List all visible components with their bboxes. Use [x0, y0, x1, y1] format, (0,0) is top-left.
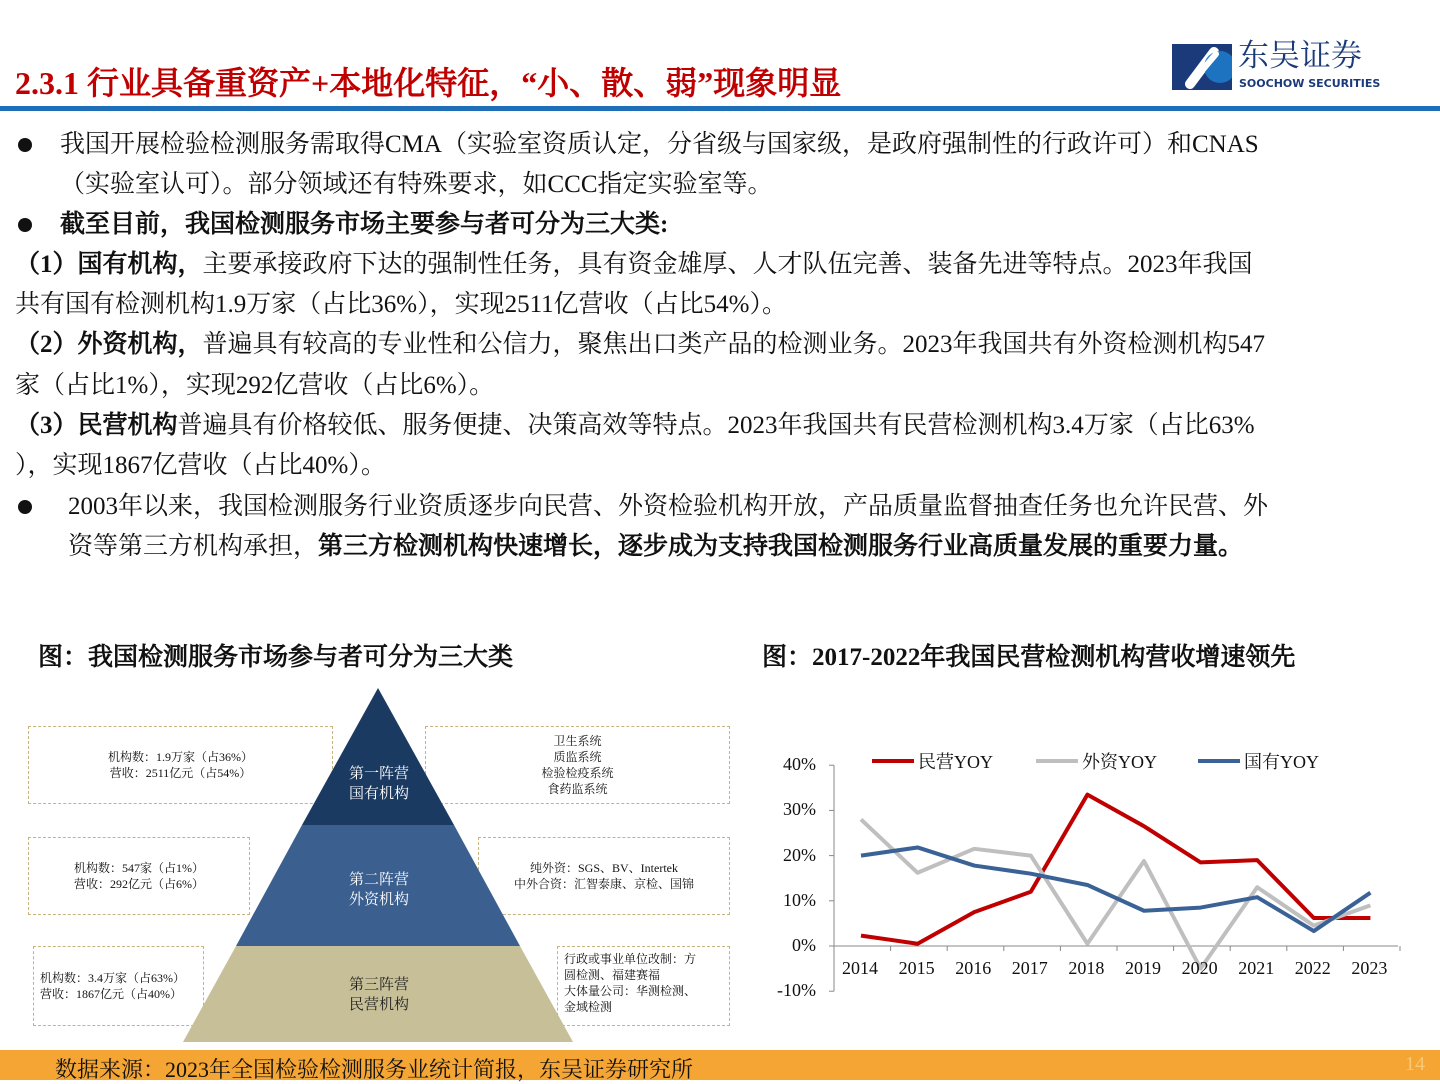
body-line: 我国开展检验检测服务需取得CMA（实验室资质认定，分省级与国家级，是政府强制性的行政许可）和CNAS: [60, 131, 1259, 158]
member-text: 金域检测: [564, 1000, 613, 1014]
body-line: 2003年以来，我国检测服务行业资质逐步向民营、外资检验机构开放，产品质量监督抽查任务也允许民营、外: [68, 493, 1269, 520]
x-tick-label: 2022: [1294, 958, 1331, 978]
legend-swatch: [1198, 759, 1240, 763]
y-tick-label: 10%: [783, 889, 816, 910]
body-emphasis: 第三方检测机构快速增长，逐步成为支持我国检测服务行业高质量发展的重要力量。: [318, 533, 1244, 560]
stat-text: 机构数：1.9万家（占36%）: [108, 750, 253, 764]
x-tick-label: 2020: [1181, 958, 1218, 978]
tier-name: 外资机构: [348, 892, 409, 908]
tier-name: 民营机构: [348, 997, 409, 1013]
y-tick-label: 0%: [792, 935, 816, 955]
member-text: 卫生系统: [553, 734, 602, 748]
member-text: 大体量公司：华测检测、: [564, 984, 697, 998]
foreign-label: （2）外资机构，: [15, 331, 203, 358]
x-tick-label: 2019: [1125, 958, 1161, 978]
tier-name: 第一阵营: [348, 766, 409, 782]
private-label: （3）民营机构: [15, 412, 178, 439]
member-text: 检验检疫系统: [541, 766, 614, 780]
body-line: 家（占比1%），实现292亿营收（占比6%）。: [15, 372, 495, 399]
y-tick-label: 30%: [783, 799, 816, 820]
legend-label: 民营YOY: [918, 752, 993, 772]
member-text: 食药监系统: [547, 782, 608, 796]
tier-name: 第三阵营: [348, 977, 409, 993]
series-line-2: [861, 847, 1370, 931]
pyramid-caption: 图：我国检测服务市场参与者可分为三大类: [38, 644, 514, 671]
legend-swatch: [1036, 759, 1078, 763]
legend-foreign: [1036, 748, 1157, 774]
x-tick-label: 2023: [1351, 958, 1388, 978]
body-text: 普遍具有价格较低、服务便捷、决策高效等特点。2023年我国共有民营检测机构3.4万家（占比63%: [177, 412, 1255, 439]
stat-text: 机构数：3.4万家（占63%）: [40, 971, 185, 985]
body-line: 共有国有检测机构1.9万家（占比36%），实现2511亿营收（占比54%）。: [15, 291, 787, 318]
y-tick-label: 40%: [783, 754, 816, 775]
body-line: ），实现1867亿营收（占比40%）。: [15, 452, 386, 479]
legend-state: [1198, 748, 1319, 774]
logo-en: SOOCHOW SECURITIES: [1239, 77, 1381, 90]
body-text: 普遍具有较高的专业性和公信力，聚焦出口类产品的检测业务。2023年我国共有外资检测机构547: [202, 331, 1266, 358]
x-tick-label: 2018: [1068, 958, 1105, 978]
y-tick-label: 20%: [783, 844, 816, 865]
body-line: （实验室认可）。部分领域还有特殊要求，如CCC指定实验室等。: [60, 171, 773, 198]
x-tick-label: 2017: [1011, 958, 1048, 978]
x-tick-label: 2014: [842, 958, 878, 978]
member-text: 中外合资：汇智泰康、京检、国锦: [513, 877, 694, 891]
stat-text: 营收：2511亿元（占54%）: [109, 766, 252, 780]
stat-text: 营收：1867亿元（占40%）: [40, 987, 182, 1001]
y-tick-label: -10%: [777, 980, 816, 1001]
logo-cn: 东吴证券: [1238, 38, 1362, 74]
legend-label: 国有YOY: [1244, 752, 1319, 772]
stat-text: 机构数：547家（占1%）: [74, 861, 204, 875]
member-text: 纯外资：SGS、BV、Intertek: [530, 861, 678, 875]
body-line: 截至目前，我国检测服务市场主要参与者可分为三大类:: [60, 211, 669, 238]
member-text: 圆检测、福建赛福: [564, 968, 661, 982]
stat-text: 营收：292亿元（占6%）: [74, 877, 204, 891]
body-text: 资等第三方机构承担，: [68, 533, 319, 560]
member-text: 行政或事业单位改制：方: [564, 952, 697, 966]
tier-name: 国有机构: [348, 786, 409, 802]
x-tick-label: 2016: [955, 958, 992, 978]
data-source: 数据来源：2023年全国检验检测服务业统计简报，东吴证券研究所: [55, 1057, 694, 1082]
page-number: 14: [1405, 1053, 1425, 1075]
legend-swatch: [872, 759, 914, 763]
body-text: 主要承接政府下达的强制性任务，具有资金雄厚、人才队伍完善、装备先进等特点。2023年我国: [202, 251, 1253, 278]
chart-caption: 图：2017-2022年我国民营检测机构营收增速领先: [762, 644, 1296, 671]
x-tick-label: 2015: [898, 958, 935, 978]
slide-title: 2.3.1 行业具备重资产+本地化特征，“小、散、弱”现象明显: [15, 65, 842, 101]
member-text: 质监系统: [553, 750, 602, 764]
x-tick-label: 2021: [1238, 958, 1275, 978]
legend-private: [872, 748, 993, 774]
tier-name: 第二阵营: [348, 872, 409, 888]
legend-label: 外资YOY: [1082, 752, 1157, 772]
state-owned-label: （1）国有机构，: [15, 251, 203, 278]
